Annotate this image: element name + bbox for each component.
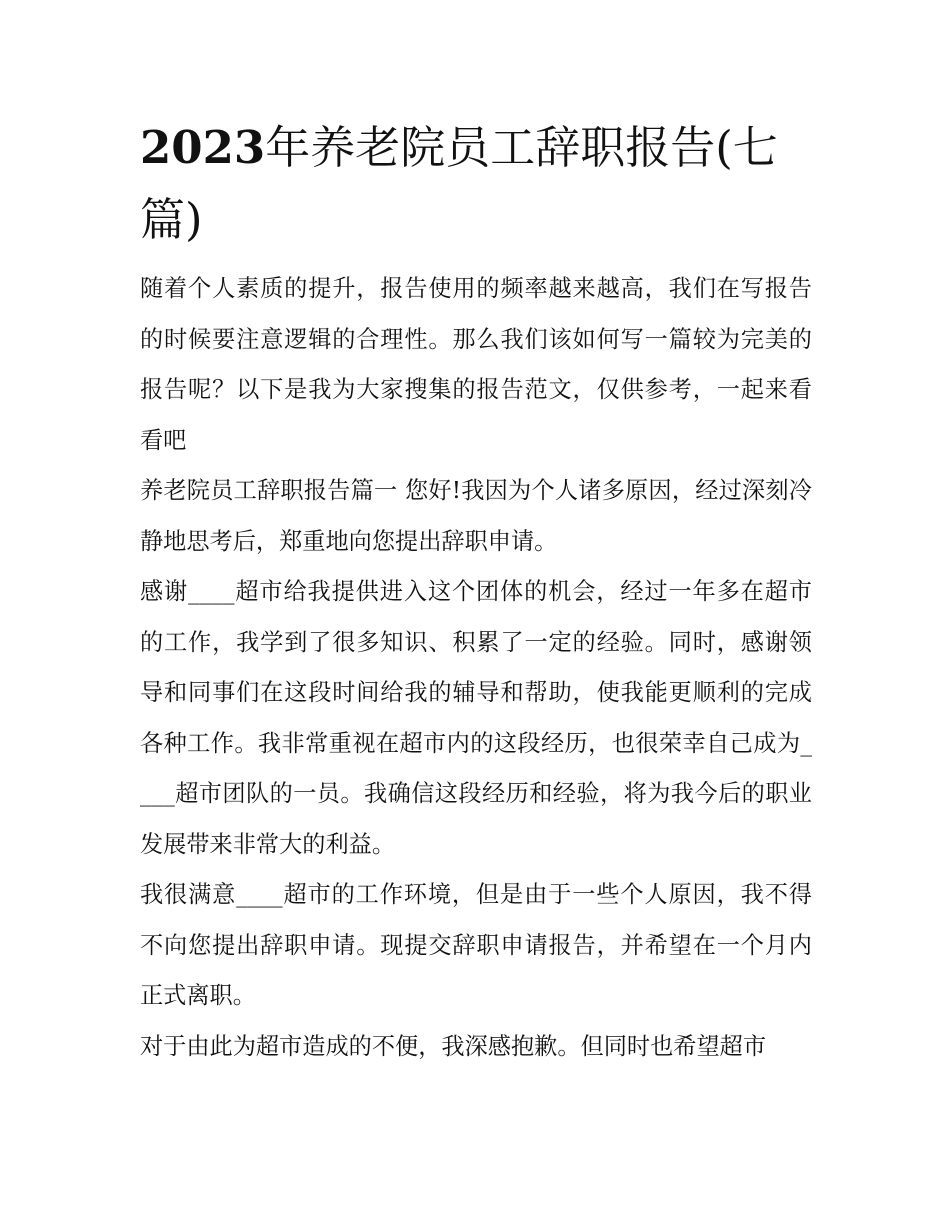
document-body (140, 264, 812, 1072)
paragraph-4: 对于由此为超市造成的不便，我深感抱歉。但同时也希望超市 (140, 1032, 767, 1060)
paragraph-3: 我很满意____超市的工作环境，但是由于一些个人原因，我不得不向您提出辞职申请。现提交辞职申请报告，并希望在一个月内正式离职。 (140, 881, 812, 1009)
document-content (140, 112, 812, 1072)
title-year: 2023 (140, 121, 266, 174)
paragraph-1: 养老院员工辞职报告篇一 您好!我因为个人诸多原因，经过深刻冷静地思考后，郑重地向您提出辞职申请。 (140, 477, 812, 555)
title-text: 年养老院员工辞职报告(七篇) (140, 121, 778, 246)
paragraph-intro: 随着个人素质的提升，报告使用的频率越来越高，我们在写报告的时候要注意逻辑的合理性。那么我们该如何写一篇较为完美的报告呢？以下是我为大家搜集的报告范文，仅供参考，一起来看看吧 (140, 275, 812, 454)
paragraph-2: 感谢____超市给我提供进入这个团体的机会，经过一年多在超市的工作，我学到了很多知识、积累了一定的经验。同时，感谢领导和同事们在这段时间给我的辅导和帮助，使我能更顺利的完成各种工作。我非常重视在超市内的这段经历，也很荣幸自己成为____超市团队的一员。我确信这段经历和经验，将为我今后的职业发展带来非常大的利益。 (140, 578, 812, 858)
document-title (140, 112, 780, 256)
